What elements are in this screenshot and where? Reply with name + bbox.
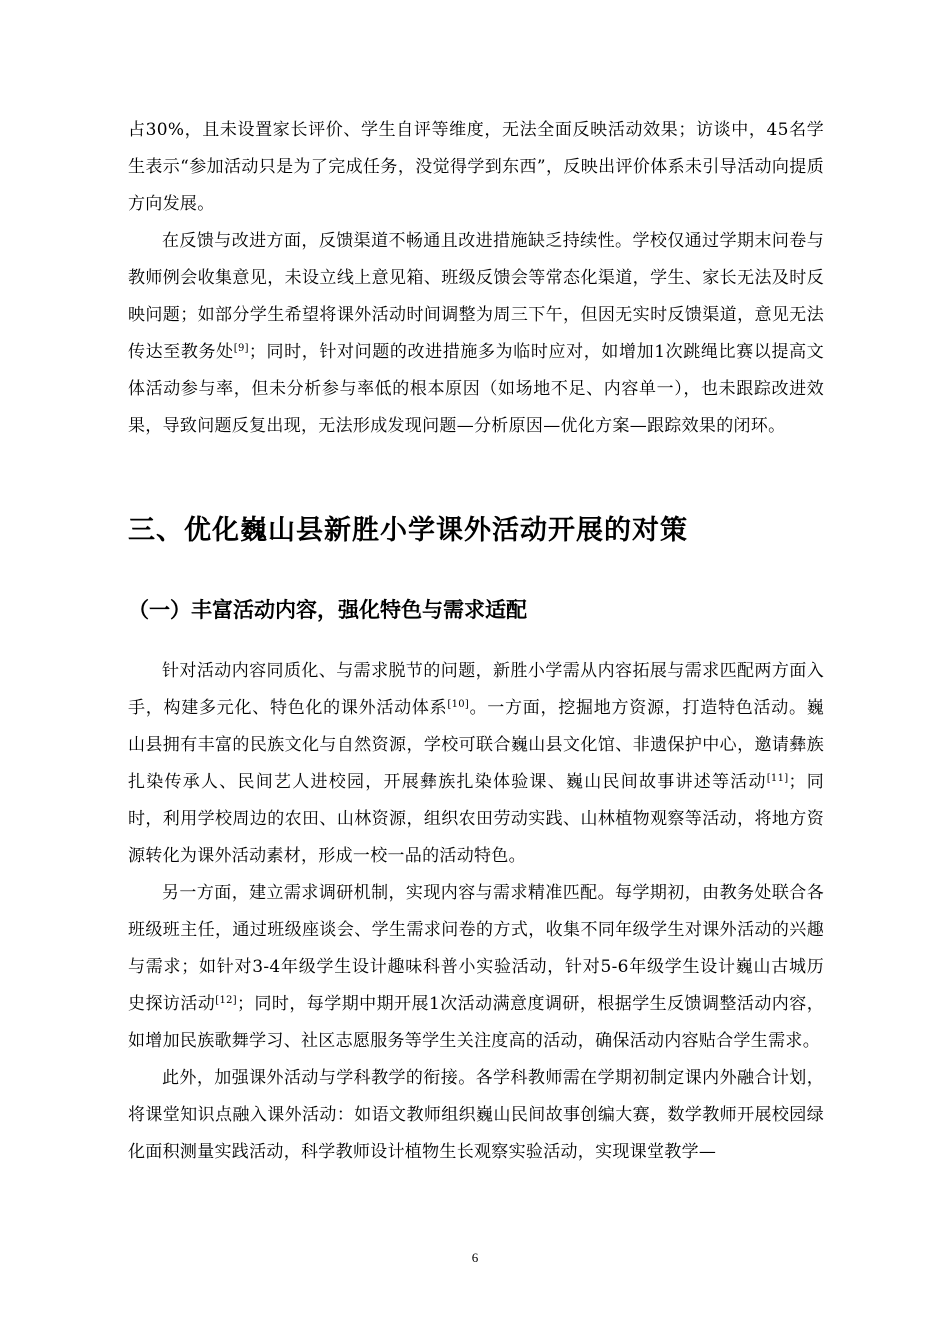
citation-ref: [9] — [233, 343, 249, 354]
paragraph-text: 在反馈与改进方面，反馈渠道不畅通且改进措施缺乏持续性。学校仅通过学期末问卷与教师例会收集意见，未设立线上意见箱、班级反馈会等常态化渠道，学生、家长无法及时反映问题；如部分学生希望将课外活动时间调整为周三下午，但因无实时反馈渠道，意见无法传达至教务处 — [128, 231, 824, 362]
citation-ref: [10] — [447, 699, 470, 710]
page-content — [128, 112, 824, 1171]
paragraph-subject-integration — [128, 1060, 824, 1171]
citation-ref: [12] — [215, 995, 237, 1006]
paragraph-text: 占30%，且未设置家长评价、学生自评等维度，无法全面反映活动效果；访谈中，45名学生表示“参加活动只是为了完成任务，没觉得学到东西”，反映出评价体系未引导活动向提质方向发展。 — [128, 120, 824, 214]
section-heading: （一）丰富活动内容，强化特色与需求适配 — [128, 598, 527, 622]
paragraph-feedback — [128, 223, 824, 445]
paragraph-content-strategy — [128, 653, 824, 875]
citation-ref: [11] — [766, 773, 789, 784]
paragraph-needs-survey — [128, 875, 824, 1060]
paragraph-text: ；同时，针对问题的改进措施多为临时应对，如增加1次跳绳比赛以提高文体活动参与率，但未分析参与率低的根本原因（如场地不足、内容单一），也未跟踪改进效果，导致问题反复出现，无法形成发现问题—分析原因—优化方案—跟踪效果的闭环。 — [128, 342, 824, 436]
paragraph-text: ；同时，每学期中期开展1次活动满意度调研，根据学生反馈调整活动内容，如增加民族歌舞学习、社区志愿服务等学生关注度高的活动，确保活动内容贴合学生需求。 — [128, 994, 825, 1051]
paragraph-text: 。一方面，挖掘地方资源，打造特色活动。巍山县拥有丰富的民族文化与自然资源，学校可联合巍山县文化馆、非遗保护中心，邀请彝族扎染传承人、民间艺人进校园，开展彝族扎染体验课、巍山民间故事讲述等活动 — [128, 698, 824, 792]
paragraph-text: 针对活动内容同质化、与需求脱节的问题，新胜小学需从内容拓展与需求匹配两方面入手，构建多元化、特色化的课外活动体系 — [128, 661, 824, 718]
paragraph-evaluation-continued — [128, 112, 824, 223]
paragraph-text: 另一方面，建立需求调研机制，实现内容与需求精准匹配。每学期初，由教务处联合各班级班主任，通过班级座谈会、学生需求问卷的方式，收集不同年级学生对课外活动的兴趣与需求；如针对3-4年级学生设计趣味科普小实验活动，针对5-6年级学生设计巍山古城历史探访活动 — [128, 883, 824, 1014]
page-number: 6 — [471, 1250, 479, 1265]
paragraph-text: ；同时，利用学校周边的农田、山林资源，组织农田劳动实践、山林植物观察等活动，将地方资源转化为课外活动素材，形成一校一品的活动特色。 — [128, 772, 825, 866]
paragraph-text: 此外，加强课外活动与学科教学的衔接。各学科教师需在学期初制定课内外融合计划，将课堂知识点融入课外活动：如语文教师组织巍山民间故事创编大赛，数学教师开展校园绿化面积测量实践活动，科学教师设计植物生长观察实验活动，实现课堂教学— — [128, 1068, 824, 1162]
chapter-heading: 三、优化巍山县新胜小学课外活动开展的对策 — [128, 515, 688, 546]
